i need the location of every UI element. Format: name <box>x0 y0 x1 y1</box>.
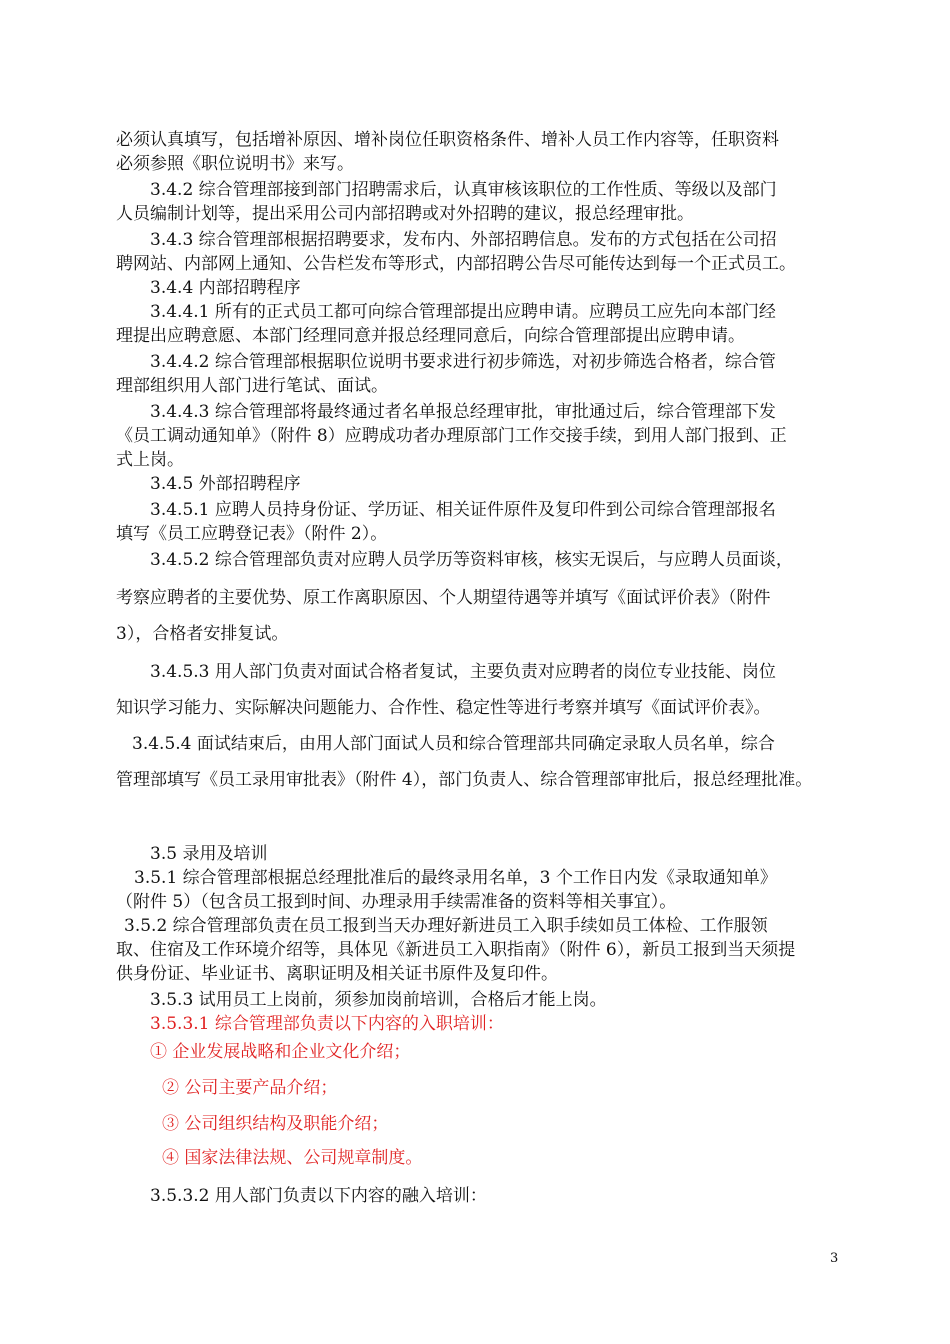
body-line: 3.4.2 综合管理部接到部门招聘需求后，认真审核该职位的工作性质、等级以及部门 <box>150 180 777 200</box>
body-line: 取、住宿及工作环境介绍等，具体见《新进员工入职指南》（附件 6），新员工报到当天须提 <box>116 940 796 960</box>
body-line: 聘网站、内部网上通知、公告栏发布等形式，内部招聘公告尽可能传达到每一个正式员工。 <box>116 254 796 274</box>
body-line: 式上岗。 <box>116 450 184 470</box>
body-line: 3.4.5.3 用人部门负责对面试合格者复试，主要负责对应聘者的岗位专业技能、岗位 <box>150 662 776 682</box>
body-line: 3.4.4.2 综合管理部根据职位说明书要求进行初步筛选，对初步筛选合格者，综合管 <box>150 352 776 372</box>
body-line: 考察应聘者的主要优势、原工作离职原因、个人期望待遇等并填写《面试评价表》（附件 <box>116 588 771 608</box>
highlighted-heading: 3.5.3.1 综合管理部负责以下内容的入职培训： <box>150 1014 504 1034</box>
body-line: 《员工调动通知单》（附件 8）应聘成功者办理原部门工作交接手续，到用人部门报到、正 <box>116 426 787 446</box>
body-line: 3.4.3 综合管理部根据招聘要求，发布内、外部招聘信息。发布的方式包括在公司招 <box>150 230 777 250</box>
section-heading: 3.4.5 外部招聘程序 <box>150 474 301 494</box>
section-heading: 3.5 录用及培训 <box>150 844 268 864</box>
body-line: 知识学习能力、实际解决问题能力、合作性、稳定性等进行考察并填写《面试评价表》。 <box>116 698 771 718</box>
body-line: 管理部填写《员工录用审批表》（附件 4），部门负责人、综合管理部审批后，报总经理批准。 <box>116 770 813 790</box>
body-line: 理部组织用人部门进行笔试、面试。 <box>116 376 388 396</box>
list-item: ① 企业发展战略和企业文化介绍； <box>150 1042 411 1062</box>
body-line: 人员编制计划等，提出采用公司内部招聘或对外招聘的建议，报总经理审批。 <box>116 204 694 224</box>
body-line: 必须参照《职位说明书》来写。 <box>116 154 354 174</box>
body-line: 3.4.4.1 所有的正式员工都可向综合管理部提出应聘申请。应聘员工应先向本部门经 <box>150 302 776 322</box>
body-line: 3.4.5.4 面试结束后，由用人部门面试人员和综合管理部共同确定录取人员名单，综合 <box>132 734 775 754</box>
body-line: 3.4.4.3 综合管理部将最终通过者名单报总经理审批，审批通过后，综合管理部下发 <box>150 402 776 422</box>
body-line: 3），合格者安排复试。 <box>116 624 289 644</box>
body-line: 3.5.1 综合管理部根据总经理批准后的最终录用名单，3 个工作日内发《录取通知单》 <box>134 868 777 888</box>
list-item: ④ 国家法律法规、公司规章制度。 <box>162 1148 423 1168</box>
body-line: 3.5.3 试用员工上岗前，须参加岗前培训，合格后才能上岗。 <box>150 990 607 1010</box>
body-line: 3.4.5.2 综合管理部负责对应聘人员学历等资料审核，核实无误后，与应聘人员面谈， <box>150 550 793 570</box>
page-number: 3 <box>830 1251 839 1266</box>
list-item: ③ 公司组织结构及职能介绍； <box>162 1114 389 1134</box>
section-heading: 3.4.4 内部招聘程序 <box>150 278 301 298</box>
body-line: （附件 5）（包含员工报到时间、办理录用手续需准备的资料等相关事宜）。 <box>116 892 677 912</box>
body-line: 3.5.3.2 用人部门负责以下内容的融入培训： <box>150 1186 487 1206</box>
list-item: ② 公司主要产品介绍； <box>162 1078 338 1098</box>
body-line: 供身份证、毕业证书、离职证明及相关证书原件及复印件。 <box>116 964 558 984</box>
body-line: 理提出应聘意愿、本部门经理同意并报总经理同意后，向综合管理部提出应聘申请。 <box>116 326 745 346</box>
body-line: 3.4.5.1 应聘人员持身份证、学历证、相关证件原件及复印件到公司综合管理部报名 <box>150 500 776 520</box>
body-line: 必须认真填写，包括增补原因、增补岗位任职资格条件、增补人员工作内容等，任职资料 <box>116 130 779 150</box>
body-line: 填写《员工应聘登记表》（附件 2）。 <box>116 524 388 544</box>
body-line: 3.5.2 综合管理部负责在员工报到当天办理好新进员工入职手续如员工体检、工作服领 <box>124 916 768 936</box>
